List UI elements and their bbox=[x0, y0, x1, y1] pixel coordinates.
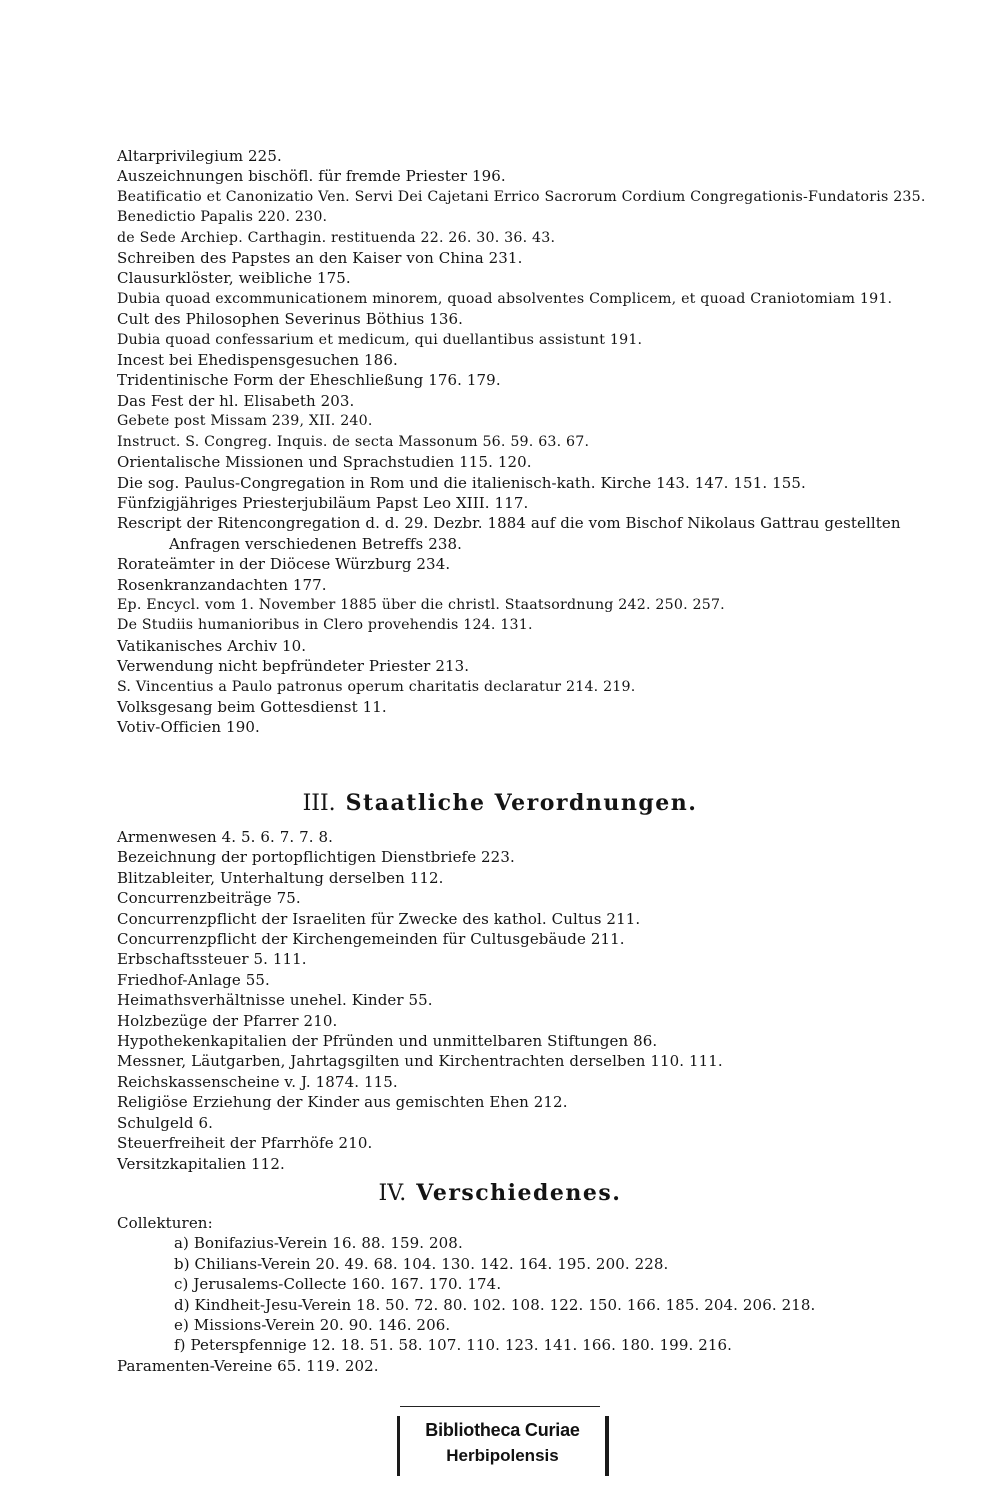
index-entry: De Studiis humanioribus in Clero provehendis 124. 131. bbox=[117, 617, 533, 634]
index-entry: Schreiben des Papstes an den Kaiser von China 231. bbox=[117, 249, 523, 268]
index-entry: Ep. Encycl. vom 1. November 1885 über die christl. Staatsordnung 242. 250. 257. bbox=[117, 596, 725, 613]
index-entry: Rosenkranzandachten 177. bbox=[117, 575, 327, 594]
index-entry: Altarprivilegium 225. bbox=[117, 147, 282, 165]
section-title: Verschiedenes. bbox=[416, 1180, 622, 1206]
index-entry: Die sog. Paulus-Congregation in Rom und die italienisch-kath. Kirche 143. 147. 151. 155. bbox=[117, 473, 806, 492]
index-entry: Verwendung nicht bepfründeter Priester 213. bbox=[117, 657, 470, 676]
index-entry: Cult des Philosophen Severinus Böthius 136. bbox=[117, 310, 463, 329]
index-entry: Benedictio Papalis 220. 230. bbox=[117, 209, 328, 226]
index-entry: Rorateämter in der Diöcese Würzburg 234. bbox=[117, 555, 451, 574]
section-heading-verschiedenes bbox=[0, 1180, 1000, 1206]
stamp-text: Herbipolensis bbox=[446, 1446, 559, 1465]
index-entry: Messner, Läutgarben, Jahrtagsgilten und Kirchentrachten derselben 110. 111. bbox=[117, 1052, 723, 1071]
index-entry: Holzbezüge der Pfarrer 210. bbox=[117, 1011, 338, 1030]
library-stamp bbox=[397, 1416, 609, 1476]
index-entry: Concurrenzpflicht der Israeliten für Zwecke des kathol. Cultus 211. bbox=[117, 909, 641, 928]
index-entry: Vatikanisches Archiv 10. bbox=[117, 636, 307, 655]
index-entry: a) Bonifazius-Verein 16. 88. 159. 208. bbox=[174, 1234, 463, 1253]
index-entry: Steuerfreiheit der Pfarrhöfe 210. bbox=[117, 1134, 373, 1153]
index-entry: Gebete post Missam 239, XII. 240. bbox=[117, 413, 373, 430]
section-number: III. bbox=[302, 791, 336, 816]
index-entry: Rescript der Ritencongregation d. d. 29. Dezbr. 1884 auf die vom Bischof Nikolaus Gattrau gestellten Anfragen verschiedenen Betreffs 238. bbox=[117, 514, 901, 553]
index-entry: Reichskassenscheine v. J. 1874. 115. bbox=[117, 1072, 398, 1091]
index-entry: Fünfzigjähriges Priesterjubiläum Papst Leo XIII. 117. bbox=[117, 493, 529, 512]
index-entry: Paramenten-Vereine 65. 119. 202. bbox=[117, 1356, 379, 1375]
index-entry: d) Kindheit-Jesu-Verein 18. 50. 72. 80. 102. 108. 122. 150. 166. 185. 204. 206. 218. bbox=[174, 1295, 816, 1314]
index-entry: Orientalische Missionen und Sprachstudien 115. 120. bbox=[117, 453, 532, 472]
index-entry: Religiöse Erziehung der Kinder aus gemischten Ehen 212. bbox=[117, 1093, 568, 1112]
index-entry: Heimathsverhältnisse unehel. Kinder 55. bbox=[117, 991, 433, 1010]
index-entry: Das Fest der hl. Elisabeth 203. bbox=[117, 391, 355, 410]
collekturen-label: Collekturen: bbox=[117, 1214, 213, 1232]
index-entry: Instruct. S. Congreg. Inquis. de secta Massonum 56. 59. 63. 67. bbox=[117, 433, 590, 450]
index-entry: Hypothekenkapitalien der Pfründen und unmittelbaren Stiftungen 86. bbox=[117, 1032, 658, 1051]
index-entry: Friedhof-Anlage 55. bbox=[117, 970, 270, 989]
index-entry: S. Vincentius a Paulo patronus operum charitatis declaratur 214. 219. bbox=[117, 678, 636, 695]
index-entry: f) Peterspfennige 12. 18. 51. 58. 107. 110. 123. 141. 166. 180. 199. 216. bbox=[174, 1336, 732, 1355]
index-entry: Incest bei Ehedispensgesuchen 186. bbox=[117, 351, 398, 370]
index-list-ecclesiastical bbox=[117, 146, 932, 738]
index-entry: e) Missions-Verein 20. 90. 146. 206. bbox=[174, 1316, 451, 1335]
index-entry: Tridentinische Form der Eheschließung 176. 179. bbox=[117, 371, 501, 390]
index-list-staatliche bbox=[117, 827, 932, 1174]
index-list-verschiedenes bbox=[117, 1213, 932, 1376]
index-entry: Versitzkapitalien 112. bbox=[117, 1154, 285, 1173]
section-number: IV. bbox=[378, 1181, 407, 1206]
index-entry: Erbschaftssteuer 5. 111. bbox=[117, 950, 307, 969]
index-entry: Dubia quoad excommunicationem minorem, quoad absolventes Complicem, et quoad Craniotomiam 191. bbox=[117, 290, 893, 307]
index-entry: Auszeichnungen bischöfl. für fremde Priester 196. bbox=[117, 167, 506, 186]
index-entry: Clausurklöster, weibliche 175. bbox=[117, 269, 351, 288]
index-entry: Concurrenzbeiträge 75. bbox=[117, 889, 301, 908]
index-entry: Blitzableiter, Unterhaltung derselben 112. bbox=[117, 868, 444, 887]
index-entry: Beatificatio et Canonizatio Ven. Servi Dei Cajetani Errico Sacrorum Cordium Congregationis-Fundatoris 235. bbox=[117, 188, 926, 205]
divider-rule bbox=[400, 1406, 600, 1407]
section-heading-staatliche bbox=[0, 790, 1000, 816]
section-title: Staatliche Verordnungen. bbox=[345, 790, 698, 816]
index-entry: Votiv-Officien 190. bbox=[117, 718, 260, 737]
collekturen-list bbox=[117, 1233, 932, 1355]
index-entry: Volksgesang beim Gottesdienst 11. bbox=[117, 697, 387, 716]
index-entry: c) Jerusalems-Collecte 160. 167. 170. 174. bbox=[174, 1275, 502, 1294]
index-entry: Bezeichnung der portopflichtigen Dienstbriefe 223. bbox=[117, 848, 515, 867]
index-entry: Concurrenzpflicht der Kirchengemeinden für Cultusgebäude 211. bbox=[117, 930, 625, 949]
index-entry: de Sede Archiep. Carthagin. restituenda 22. 26. 30. 36. 43. bbox=[117, 229, 556, 246]
index-entry: Armenwesen 4. 5. 6. 7. 7. 8. bbox=[117, 828, 333, 846]
index-entry: Schulgeld 6. bbox=[117, 1113, 213, 1132]
index-entry: Dubia quoad confessarium et medicum, qui duellantibus assistunt 191. bbox=[117, 331, 643, 348]
stamp-text: Bibliotheca Curiae bbox=[425, 1420, 580, 1440]
index-entry: b) Chilians-Verein 20. 49. 68. 104. 130. 142. 164. 195. 200. 228. bbox=[174, 1254, 669, 1273]
